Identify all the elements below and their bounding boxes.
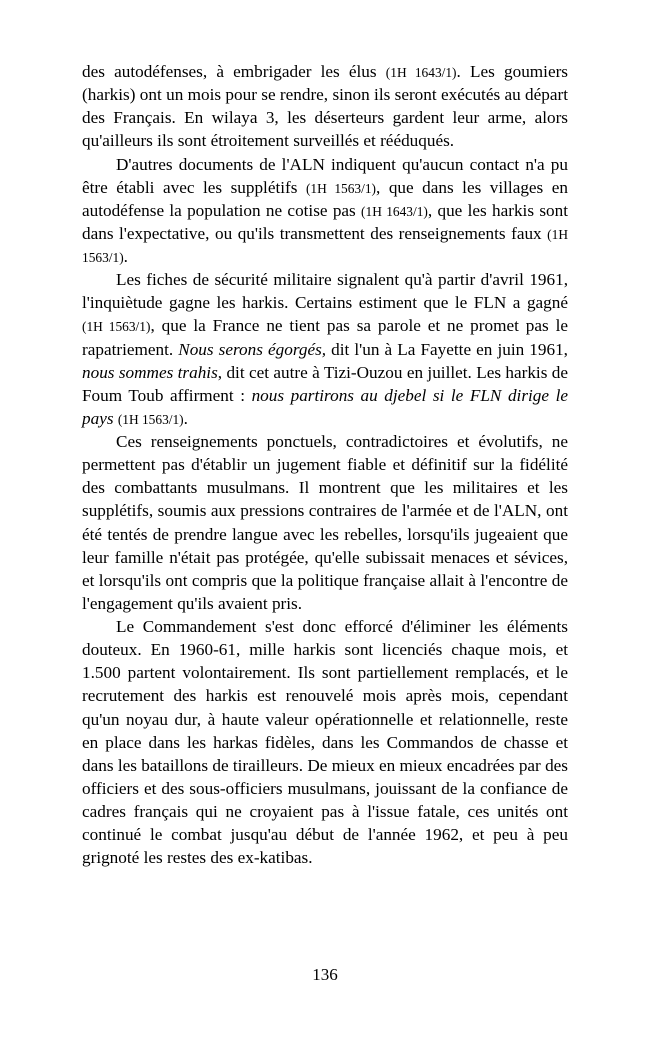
paragraph bbox=[82, 615, 568, 869]
text-run: , que la France ne tient pas sa parole et ne promet pas le rapatriement. bbox=[82, 316, 568, 359]
text-run: Les fiches de sécurité militaire signalent qu'à partir d'avril 1961, l'inquiètude gagne les harkis. Certains estiment que le FLN a gagné bbox=[82, 270, 568, 313]
text-run: des autodéfenses, à embrigader les élus bbox=[82, 62, 386, 81]
archive-reference: (1H 1563/1) bbox=[82, 226, 568, 265]
text-run: . bbox=[123, 247, 128, 266]
text-run: D'autres documents de l'ALN indiquent qu'aucun contact n'a pu être établi avec les supplétifs bbox=[82, 154, 568, 197]
archive-reference: (1H 1563/1) bbox=[82, 319, 151, 335]
paragraph bbox=[82, 60, 568, 153]
italic-quote: Nous serons égorgés, bbox=[178, 339, 327, 359]
italic-quote: nous sommes trahis bbox=[82, 362, 218, 382]
archive-reference: (1H 1563/1) bbox=[305, 180, 376, 196]
page-number: 136 bbox=[312, 965, 338, 984]
paragraph bbox=[82, 430, 568, 615]
paragraph bbox=[82, 153, 568, 269]
archive-reference: (1H 1563/1) bbox=[117, 411, 184, 427]
paragraph bbox=[82, 268, 568, 430]
text-run: , que les harkis sont dans l'expectative, ou qu'ils transmettent des renseignements faux bbox=[82, 200, 568, 243]
archive-reference: (1H 1643/1) bbox=[385, 65, 457, 80]
text-run: dit l'un à La Fayette en juin 1961, bbox=[326, 339, 568, 359]
text-run: Ces renseignements ponctuels, contradictoires et évolutifs, ne permettent pas d'établir un jugement fiable et définitif sur la fidélité des combattants musulmans. Il montrent que les militaires et les supplétifs, soumis aux pressions contraires de l'armée et de l'ALN, ont été tentés de prendre langue avec les rebelles, lorsqu'ils jugeaient que leur famille n'était pas protégée, qu'elle subissait menaces et sévices, et lorsqu'ils ont compris que la politique française allait à l'encontre de l'engagement qu'ils avaient pris. bbox=[82, 432, 568, 613]
text-run: . Les goumiers (harkis) ont un mois pour se rendre, sinon ils seront exécutés au départ des Français. En wilaya 3, les déserteurs gardent leur arme, alors qu'ailleurs ils sont étroitement surveillés et rééduqués. bbox=[82, 62, 568, 151]
archive-reference: (1H 1643/1) bbox=[361, 203, 428, 219]
text-run: , que dans les villages en autodéfense la population ne cotise pas bbox=[82, 177, 568, 220]
italic-quote: nous partirons au djebel si le FLN dirige le pays bbox=[82, 385, 568, 428]
text-run: . bbox=[183, 408, 188, 428]
text-run: Le Commandement s'est donc efforcé d'éliminer les éléments douteux. En 1960-61, mille harkis sont licenciés chaque mois, et 1.500 partent volontairement. Ils sont partiellement remplacés, et le recrutement des harkis est renouvelé mois après mois, cependant qu'un noyau dur, à haute valeur opérationnelle et relationnelle, reste en place dans les harkas fidèles, dans les Commandos de chasse et dans les bataillons de tirailleurs. De mieux en mieux encadrées par des officiers et des sous-officiers musulmans, jouissant de la confiance de cadres français qui ne croyaient pas à l'issue fatale, ces unités ont continué le combat jusqu'au début de l'année 1962, et peu à peu grignoté les restes des ex-katibas. bbox=[82, 617, 568, 868]
text-run: , dit cet autre à Tizi-Ouzou en juillet. Les harkis de Foum Toub affirment : bbox=[82, 362, 569, 405]
page-body-text bbox=[82, 60, 568, 869]
